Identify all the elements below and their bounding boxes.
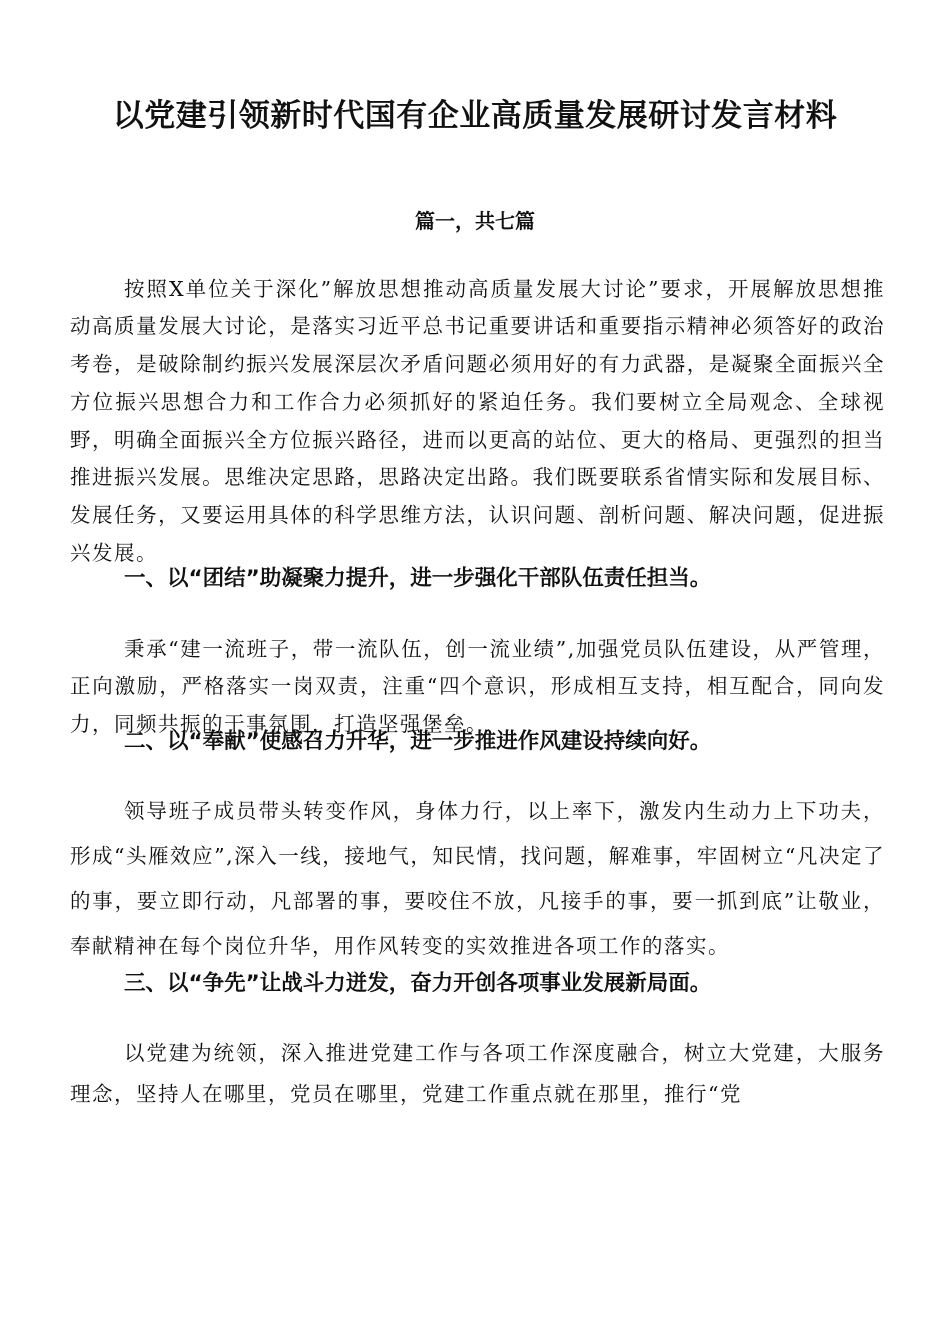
section-heading-3: 三、以“争先”让战斗力迸发，奋力开创各项事业发展新局面。	[124, 971, 712, 996]
document-subtitle: 篇一，共七篇	[415, 209, 535, 233]
body-paragraph-1: 按照X单位关于深化”解放思想推动高质量发展大讨论”要求，开展解放思想推动高质量发展大讨论，是落实习近平总书记重要讲话和重要指示精神必须答好的政治考卷，是破除制约振兴发展深层次矛盾问题必须用好的有力武器，是凝聚全面振兴全方位振兴思想合力和工作合力必须抓好的紧迫任务。我们要树立全局观念、全球视野，明确全面振兴全方位振兴路径，进而以更高的站位、更大的格局、更强烈的担当推进振兴发展。思维决定思路，思路决定出路。我们既要联系省情实际和发展目标、发展任务，又要运用具体的科学思维方法，认识问题、剖析问题、解决问题，促进振兴发展。	[70, 276, 885, 566]
section-heading-2: 二、以“奉献”使感召力升华，进一步推进作风建设持续向好。	[124, 729, 712, 754]
document-title: 以党建引领新时代国有企业高质量发展研讨发言材料	[112, 98, 838, 134]
body-paragraph-3: 领导班子成员带头转变作风，身体力行，以上率下，激发内生动力上下功夫，形成“头雁效应”,深入一线，接地气，知民情，找问题，解难事，牢固树立“凡决定了的事，要立即行动，凡部署的事，要咬住不放，凡接手的事，要一抓到底”让敬业，奉献精神在每个岗位升华，用作风转变的实效推进各项工作的落实。	[70, 798, 885, 958]
body-paragraph-4: 以党建为统领，深入推进党建工作与各项工作深度融合，树立大党建，大服务理念，坚持人在哪里，党员在哪里，党建工作重点就在那里，推行“党	[70, 1040, 885, 1106]
body-paragraph-2: 秉承“建一流班子，带一流队伍，创一流业绩”,加强党员队伍建设，从严管理，正向激励，严格落实一岗双责，注重“四个意识，形成相互支持，相互配合，同向发力，同频共振的干事氛围，打造坚强堡垒。	[70, 636, 885, 737]
section-heading-1: 一、以“团结”助凝聚力提升，进一步强化干部队伍责任担当。	[124, 566, 712, 591]
